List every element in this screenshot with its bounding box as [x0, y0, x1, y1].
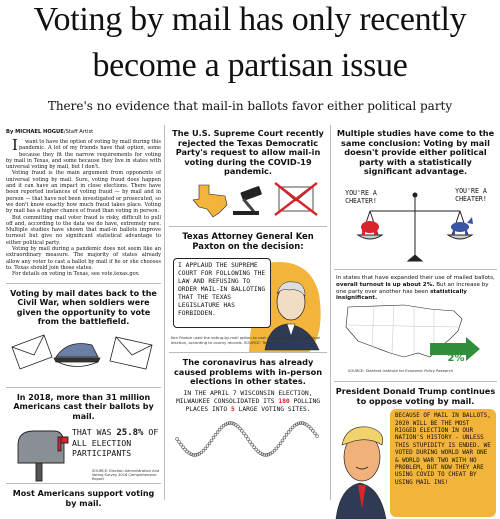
milwaukee-voting-sites-count: 5 — [230, 405, 235, 413]
elephant-icon — [361, 221, 379, 235]
divider — [334, 269, 497, 270]
balance-scale — [334, 177, 497, 269]
voter-figure — [176, 438, 179, 441]
column-divider — [330, 125, 331, 500]
paxton-quote-bubble: I APPLAUD THE SUPREME COURT FOR FOLLOWING THE LAW AND REFUSING TO ORDER MAIL-IN BALLOTING THAT THE TEXAS LEGISLATURE HAS FORBIDDEN. — [173, 258, 271, 328]
voter-figure — [281, 439, 284, 442]
voter-figure — [251, 443, 254, 446]
voter-figure — [206, 444, 209, 447]
byline-name: By MICHAEL HOGUE — [6, 129, 64, 135]
turnout-graphic — [334, 275, 497, 381]
soldier-hat-icon — [54, 343, 100, 366]
trump-heading: President Donald Trump continues to oppose voting by mail. — [335, 385, 496, 406]
voter-figure — [216, 431, 219, 434]
story-paragraph: Voting by mail during a pandemic does not seem like an extraordinary measure. The majority of states already allow any voter to cast a ballot by mail if he or she chooses to. Texas should join those states. — [6, 246, 161, 271]
voter-figure — [208, 442, 211, 445]
stat-text — [72, 427, 160, 458]
voter-figure — [283, 436, 286, 439]
us-map-illustration — [334, 297, 497, 377]
voter-figure — [277, 444, 280, 447]
divider — [169, 226, 327, 227]
voter-figure — [287, 431, 290, 434]
divider — [6, 387, 161, 388]
voter-figure — [243, 432, 246, 435]
voter-figure — [212, 436, 215, 439]
milwaukee-text — [169, 390, 327, 414]
voter-figure — [285, 433, 288, 436]
divider — [169, 352, 327, 353]
coronavirus-heading: The coronavirus has already caused problems with in-person elections in other states. — [173, 357, 323, 387]
voter-figure — [249, 440, 252, 443]
turnout-bold-b: statistically insignificant. — [336, 288, 467, 302]
turnout-bold-a: overall turnout is up about 2%. — [336, 281, 435, 288]
subheadline: There's no evidence that mail-in ballots favor either political party — [47, 99, 453, 113]
milwaukee-polling-places-count: 180 — [278, 397, 290, 405]
studies-heading: Multiple studies have come to the same conclusion: Voting by mail doesn't provide either political party with a statistically significant advantage. — [336, 128, 495, 177]
paxton-illustration — [169, 254, 327, 352]
paxton-heading: Texas Attorney General Ken Paxton on the decision: — [182, 230, 314, 251]
headline-line-1: Voting by mail has only recently — [33, 1, 467, 38]
scotus-heading: The U.S. Supreme Court recently rejected the Texas Democratic Party's request to allow mail-in voting during the COVID-19 pandemic. — [172, 128, 324, 177]
voter-figure — [279, 442, 282, 445]
voter-figure — [214, 433, 217, 436]
voter-figure — [312, 429, 315, 432]
civil-war-heading: Voting by mail dates back to the Civil War, when soldiers were given the opportunity to vote from the battlefield. — [10, 288, 157, 327]
voter-figure — [314, 432, 317, 435]
divider — [6, 283, 161, 284]
turnout-source: SOURCE: Stanford Institute for Economic Policy Research — [348, 368, 453, 373]
divider — [334, 381, 497, 382]
civil-war-envelopes-illustration — [6, 327, 161, 381]
stat-source: SOURCE: Election Administration And Voting Survey 2018 Comprehensive Report — [92, 469, 160, 482]
trump-quote-bubble: BECAUSE OF MAIL IN BALLOTS, 2020 WILL BE THE MOST RIGGED ELECTION IN OUR NATION'S HISTORY - UNLESS THIS STUPIDITY IS ENDED. WE VOTED DURING WORLD WAR ONE & WORLD WAR TWO WITH NO PROBLEM, BUT NOW THEY ARE USING COVID TO CHEAT BY USING MAIL INS! — [390, 409, 496, 517]
milwaukee-text-b: POLLING PLACES INTO — [185, 397, 321, 413]
scotus-icons — [169, 177, 327, 221]
story-paragraph: Voting fraud is the main argument from opponents of universal voting by mail. Sure, voting fraud does happen and it can have an impact in close elections. There have been reported instances of voting fraud — by mail and in person — that have not been investigated or prosecuted, so we don't know exactly how much fraud takes place. Voting by mail has a higher chance of fraud than voting in person. — [6, 170, 161, 215]
turnout-value: 2% — [447, 352, 465, 364]
envelope-icon — [12, 335, 52, 369]
turnout-text-a: In states that have expanded their use of mailed ballots, — [336, 274, 495, 281]
voter-figure — [210, 439, 213, 442]
column-story — [6, 125, 161, 508]
cheater-right-text: YOU'RE A CHEATER! — [455, 186, 487, 203]
column-divider — [164, 125, 165, 500]
milwaukee-text-a: IN THE APRIL 7 WISCONSIN ELECTION, MILWAUKEE CONSOLIDATED ITS — [175, 389, 313, 405]
voter-figure — [204, 447, 207, 450]
voter-figure — [247, 438, 250, 441]
trump-illustration — [334, 409, 497, 519]
story-paragraph: Iwant to have the option of voting by mail during this pandemic. A lot of my friends have that option, some because they fit the narrow requirements for voting by mail in Texas, and some because they live in states with universal voting by mail, but I don't. — [6, 136, 161, 171]
scale-illustration — [334, 177, 497, 269]
voter-figure — [241, 429, 244, 432]
column-court — [169, 125, 327, 468]
voter-line-illustration — [169, 414, 327, 464]
turnout-label: TURNOUT — [435, 344, 477, 354]
stat-graphic — [6, 421, 161, 483]
byline — [6, 129, 161, 135]
voter-figure — [275, 447, 278, 450]
paxton-source: Ken Paxton used the voting-by-mail option to cast a ballot in a 2011 municipal election, according to county records. SOURCE: Texas Tribune — [171, 335, 321, 345]
mailbox-illustration — [10, 423, 70, 483]
donkey-icon — [451, 217, 473, 235]
milwaukee-text-c: LARGE VOTING SITES. — [238, 405, 311, 413]
crossed-envelope-icon — [275, 183, 317, 215]
turnout-label-box — [430, 345, 482, 363]
cheater-left-text: YOU'RE A CHEATER! — [345, 188, 377, 205]
headline-line-2: become a partisan issue — [92, 47, 408, 84]
turnout-text-b: But an increase by one party over another has been — [336, 281, 489, 295]
voter-figure — [245, 435, 248, 438]
mail-ballots-stat-heading: In 2018, more than 31 million Americans cast their ballots by mail. — [13, 392, 154, 421]
mailbox-icon — [18, 431, 68, 481]
headline — [0, 2, 500, 84]
column-studies — [334, 125, 497, 519]
stat-text-b: OF ALL ELECTION PARTICIPANTS — [72, 427, 159, 459]
voter-figure — [316, 435, 319, 438]
voter-figure — [180, 443, 183, 446]
voter-figure — [178, 440, 181, 443]
gavel-icon — [233, 186, 262, 215]
story-body — [6, 136, 161, 278]
byline-role: /Staff Artist — [63, 129, 94, 135]
story-paragraph: For details on voting in Texas, see vote.texas.gov. — [12, 271, 140, 278]
stat-percent: 25.8% — [116, 428, 144, 439]
divider — [6, 483, 161, 484]
stat-text-a: THAT WAS — [72, 427, 112, 438]
envelope-icon — [110, 337, 152, 369]
support-heading: Most Americans support voting by mail. — [12, 489, 155, 508]
story-paragraph: But committing mail voter fraud is risky, difficult to pull off and, according to the data we do have, extremely rare. Multiple studies have shown that mail-in ballots improve turnout but give no significant statistical advantage to either political party. — [6, 214, 161, 246]
texas-state-icon — [193, 185, 227, 217]
